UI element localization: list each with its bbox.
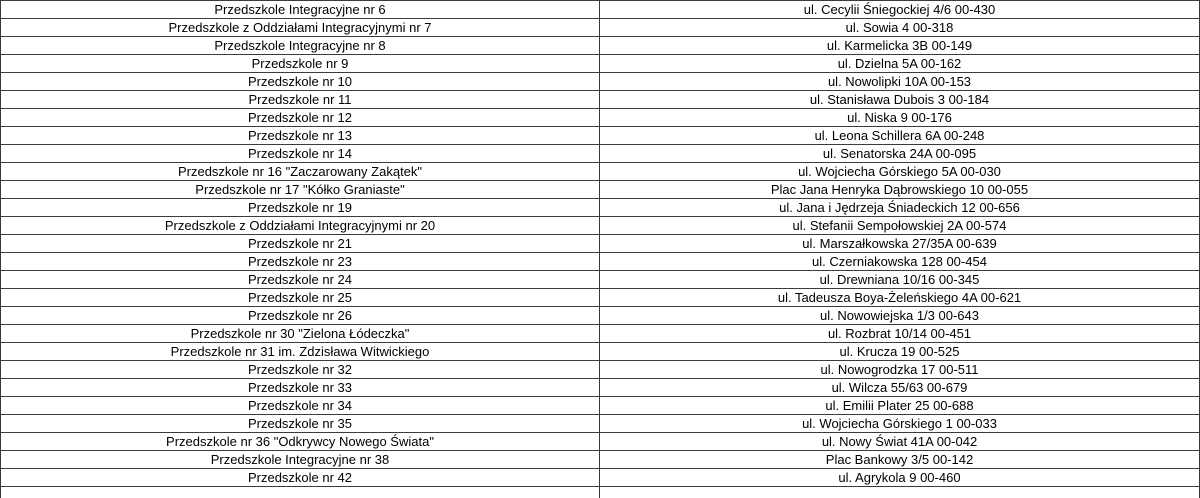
kindergarten-address-cell[interactable]: Plac Bankowy 3/5 00-142 <box>600 451 1200 469</box>
table-row <box>1 253 1200 271</box>
kindergarten-address-cell[interactable]: ul. Emilii Plater 25 00-688 <box>600 397 1200 415</box>
kindergarten-name-cell[interactable]: Przedszkole nr 35 <box>1 415 600 433</box>
table-row <box>1 163 1200 181</box>
kindergarten-name-cell[interactable]: Przedszkole nr 12 <box>1 109 600 127</box>
table-row <box>1 451 1200 469</box>
kindergarten-name-cell[interactable]: Przedszkole Integracyjne nr 8 <box>1 37 600 55</box>
kindergarten-name-cell[interactable]: Przedszkole z Oddziałami Integracyjnymi nr 7 <box>1 19 600 37</box>
table-row <box>1 325 1200 343</box>
kindergarten-address-cell[interactable]: ul. Stanisława Dubois 3 00-184 <box>600 91 1200 109</box>
kindergarten-name-cell[interactable]: Przedszkole nr 10 <box>1 73 600 91</box>
table-row <box>1 361 1200 379</box>
table-row <box>1 343 1200 361</box>
table-row <box>1 271 1200 289</box>
kindergarten-address-cell[interactable]: ul. Nowy Świat 41A 00-042 <box>600 433 1200 451</box>
table-row <box>1 145 1200 163</box>
kindergarten-address-cell[interactable]: ul. Drewniana 10/16 00-345 <box>600 271 1200 289</box>
kindergarten-address-cell[interactable]: ul. Senatorska 24A 00-095 <box>600 145 1200 163</box>
kindergarten-address-cell[interactable]: ul. Jana i Jędrzeja Śniadeckich 12 00-656 <box>600 199 1200 217</box>
kindergarten-address-cell[interactable]: ul. Agrykola 9 00-460 <box>600 469 1200 487</box>
table-body <box>1 0 1200 498</box>
kindergarten-address-cell[interactable]: ul. Wojciecha Górskiego 5A 00-030 <box>600 163 1200 181</box>
table-row <box>1 433 1200 451</box>
table-row <box>1 415 1200 433</box>
kindergarten-name-cell[interactable]: Przedszkole nr 23 <box>1 253 600 271</box>
table-row <box>1 289 1200 307</box>
table-row <box>1 73 1200 91</box>
kindergarten-name-cell[interactable]: Przedszkole nr 13 <box>1 127 600 145</box>
kindergarten-address-cell[interactable]: ul. Wilcza 55/63 00-679 <box>600 379 1200 397</box>
kindergarten-name-cell[interactable]: Przedszkole nr 21 <box>1 235 600 253</box>
kindergarten-name-cell[interactable]: Przedszkole Integracyjne nr 38 <box>1 451 600 469</box>
kindergarten-address-cell[interactable]: Plac Jana Henryka Dąbrowskiego 10 00-055 <box>600 181 1200 199</box>
kindergarten-name-cell[interactable]: Przedszkole z Oddziałami Integracyjnymi nr 20 <box>1 217 600 235</box>
table-row <box>1 469 1200 487</box>
table-row <box>1 217 1200 235</box>
kindergarten-address-cell[interactable]: ul. Niska 9 00-176 <box>600 109 1200 127</box>
kindergarten-name-cell[interactable]: Przedszkole nr 26 <box>1 307 600 325</box>
table-row <box>1 91 1200 109</box>
kindergarten-name-cell[interactable]: Przedszkole nr 31 im. Zdzisława Witwickiego <box>1 343 600 361</box>
table-row <box>1 55 1200 73</box>
kindergarten-address-cell[interactable]: ul. Sowia 4 00-318 <box>600 19 1200 37</box>
kindergarten-address-cell[interactable]: ul. Karmelicka 3B 00-149 <box>600 37 1200 55</box>
kindergarten-name-cell[interactable]: Przedszkole nr 36 "Odkrywcy Nowego Świata" <box>1 433 600 451</box>
kindergarten-address-cell[interactable]: ul. Leona Schillera 6A 00-248 <box>600 127 1200 145</box>
table-row <box>1 379 1200 397</box>
kindergarten-name-cell[interactable]: Przedszkole nr 30 "Zielona Łódeczka" <box>1 325 600 343</box>
table-row <box>1 199 1200 217</box>
table-row <box>1 487 1200 498</box>
table-row <box>1 397 1200 415</box>
kindergarten-name-cell[interactable] <box>1 487 600 498</box>
kindergarten-name-cell[interactable]: Przedszkole nr 24 <box>1 271 600 289</box>
kindergarten-name-cell[interactable]: Przedszkole nr 14 <box>1 145 600 163</box>
kindergarten-name-cell[interactable]: Przedszkole nr 32 <box>1 361 600 379</box>
kindergarten-address-cell[interactable]: ul. Marszałkowska 27/35A 00-639 <box>600 235 1200 253</box>
table-row <box>1 37 1200 55</box>
kindergarten-address-cell[interactable]: ul. Nowolipki 10A 00-153 <box>600 73 1200 91</box>
kindergarten-address-cell[interactable]: ul. Rozbrat 10/14 00-451 <box>600 325 1200 343</box>
kindergarten-name-cell[interactable]: Przedszkole nr 19 <box>1 199 600 217</box>
kindergarten-name-cell[interactable]: Przedszkole Integracyjne nr 6 <box>1 1 600 19</box>
kindergarten-address-cell[interactable]: ul. Czerniakowska 128 00-454 <box>600 253 1200 271</box>
kindergarten-address-cell[interactable]: ul. Krucza 19 00-525 <box>600 343 1200 361</box>
kindergarten-name-cell[interactable]: Przedszkole nr 11 <box>1 91 600 109</box>
kindergarten-address-cell[interactable]: ul. Dzielna 5A 00-162 <box>600 55 1200 73</box>
kindergarten-address-cell[interactable]: ul. Stefanii Sempołowskiej 2A 00-574 <box>600 217 1200 235</box>
kindergarten-name-cell[interactable]: Przedszkole nr 25 <box>1 289 600 307</box>
table-row <box>1 1 1200 19</box>
table-row <box>1 235 1200 253</box>
table-row <box>1 307 1200 325</box>
kindergarten-address-cell[interactable]: ul. Wojciecha Górskiego 1 00-033 <box>600 415 1200 433</box>
kindergarten-address-cell[interactable]: ul. Tadeusza Boya-Żeleńskiego 4A 00-621 <box>600 289 1200 307</box>
kindergarten-address-cell[interactable] <box>600 487 1200 498</box>
table-row <box>1 109 1200 127</box>
table-row <box>1 127 1200 145</box>
kindergarten-name-cell[interactable]: Przedszkole nr 16 "Zaczarowany Zakątek" <box>1 163 600 181</box>
kindergarten-name-cell[interactable]: Przedszkole nr 34 <box>1 397 600 415</box>
kindergarten-address-cell[interactable]: ul. Cecylii Śniegockiej 4/6 00-430 <box>600 1 1200 19</box>
kindergarten-address-cell[interactable]: ul. Nowogrodzka 17 00-511 <box>600 361 1200 379</box>
kindergarten-name-cell[interactable]: Przedszkole nr 17 "Kółko Graniaste" <box>1 181 600 199</box>
kindergarten-name-cell[interactable]: Przedszkole nr 33 <box>1 379 600 397</box>
kindergarten-address-cell[interactable]: ul. Nowowiejska 1/3 00-643 <box>600 307 1200 325</box>
kindergarten-name-cell[interactable]: Przedszkole nr 9 <box>1 55 600 73</box>
kindergarten-name-cell[interactable]: Przedszkole nr 42 <box>1 469 600 487</box>
table-row <box>1 181 1200 199</box>
table-row <box>1 19 1200 37</box>
